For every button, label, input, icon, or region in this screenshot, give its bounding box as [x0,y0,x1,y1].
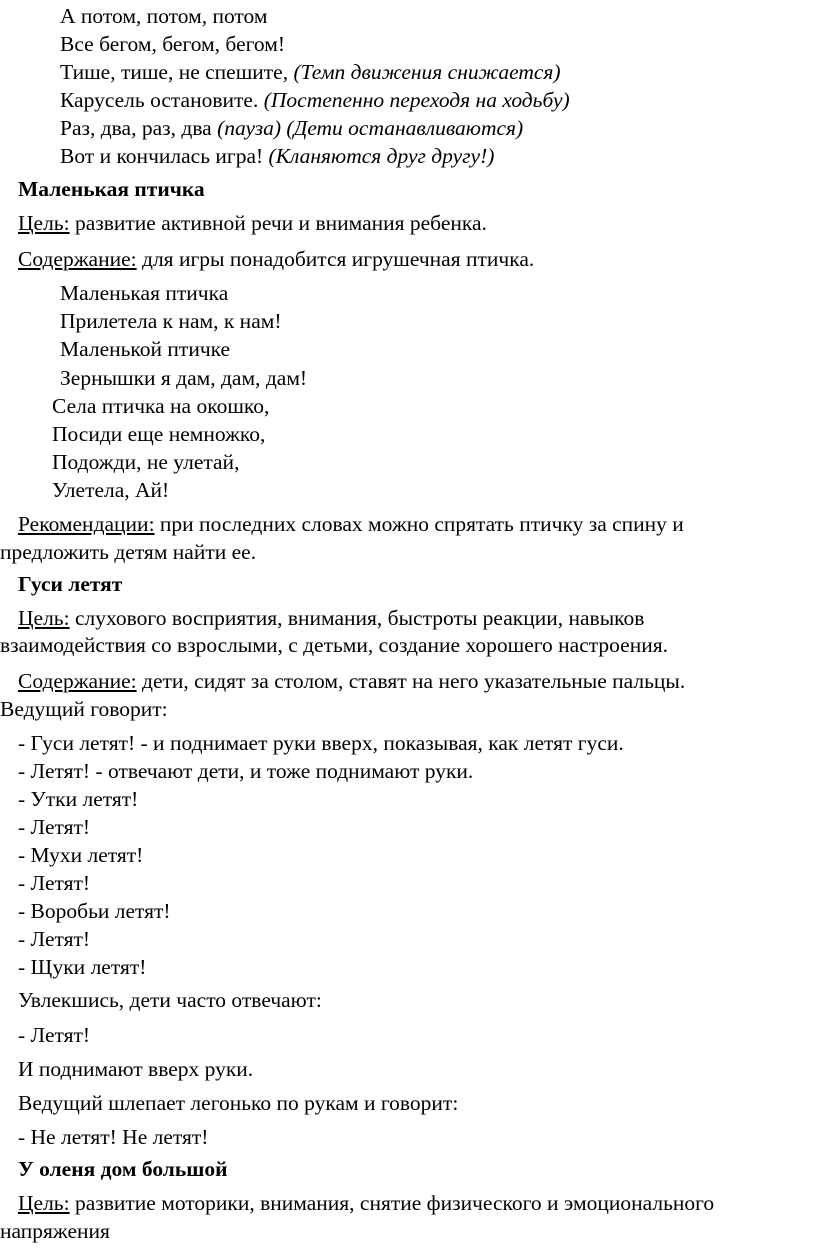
dialog-line: - Щуки летят! [18,955,147,979]
poem2-line: Маленькая птичка [60,281,229,305]
goal-line: Цель: слухового восприятия, внимания, быстроты реакции, навыков [18,606,645,630]
dialog-line: - Гуси летят! - и поднимает руки вверх, показывая, как летят гуси. [18,731,624,755]
dialog-line: - Утки летят! [18,787,139,811]
poem1-line: Тише, тише, не спешите, (Темп движения снижается) [60,60,561,84]
dialog-line: - Летят! - отвечают дети, и тоже поднимают руки. [18,759,474,783]
goal-label: Цель: [18,1191,70,1215]
goal-line: Цель: развитие моторики, внимания, снятие физического и эмоционального [18,1191,715,1215]
goal-line: взаимодействия со взрослыми, с детьми, создание хорошего настроения. [0,633,668,657]
text-line: Увлекшись, дети часто отвечают: [18,988,322,1012]
poem2-line: Села птичка на окошко, [52,394,270,418]
content-line: Содержание: для игры понадобится игрушечная птичка. [18,247,535,271]
poem2-line: Посиди еще немножко, [52,422,266,446]
content-label: Содержание: [18,247,137,271]
poem1-note: (Постепенно переходя на ходьбу) [263,88,570,112]
section-title: Гуси летят [18,572,123,596]
poem1-note: (Кланяются друг другу!) [268,144,495,168]
poem2-line: Улетела, Ай! [52,478,170,502]
dialog-line: - Мухи летят! [18,843,144,867]
poem2-line: Прилетела к нам, к нам! [60,309,282,333]
goal-line: Цель: развитие активной речи и внимания ребенка. [18,211,487,235]
goal-label: Цель: [18,211,70,235]
content-label: Содержание: [18,669,137,693]
text-line: - Не летят! Не летят! [18,1125,209,1149]
dialog-line: - Летят! [18,871,91,895]
poem1-line: Карусель остановите. (Постепенно переходя на ходьбу) [60,88,570,112]
poem1-line: А потом, потом, потом [60,4,268,28]
poem1-line: Все бегом, бегом, бегом! [60,32,286,56]
poem1-note: (пауза) (Дети останавливаются) [217,116,524,140]
recommendation-line: Рекомендации: при последних словах можно спрятать птичку за спину и [18,512,684,536]
section-title: У оленя дом большой [18,1157,228,1181]
dialog-line: - Летят! [18,815,91,839]
content-line: Содержание: дети, сидят за столом, ставят на него указательные пальцы. [18,669,686,693]
poem2-line: Подожди, не улетай, [52,450,240,474]
content-line: Ведущий говорит: [0,697,168,721]
dialog-line: - Воробьи летят! [18,899,171,923]
text-line: Ведущий шлепает легонько по рукам и говорит: [18,1091,459,1115]
text-line: И поднимают вверх руки. [18,1057,254,1081]
poem2-line: Зернышки я дам, дам, дам! [60,366,308,390]
recommendation-line: предложить детям найти ее. [0,540,257,564]
poem2-line: Маленькой птичке [60,337,231,361]
poem1-line: Раз, два, раз, два (пауза) (Дети останавливаются) [60,116,524,140]
text-line: - Летят! [18,1023,91,1047]
dialog-line: - Летят! [18,927,91,951]
recommendation-label: Рекомендации: [18,512,155,536]
poem1-note: (Темп движения снижается) [293,60,561,84]
goal-line: напряжения [0,1219,110,1243]
goal-label: Цель: [18,606,70,630]
poem1-line: Вот и кончилась игра! (Кланяются друг другу!) [60,144,495,168]
section-title: Маленькая птичка [18,177,205,201]
